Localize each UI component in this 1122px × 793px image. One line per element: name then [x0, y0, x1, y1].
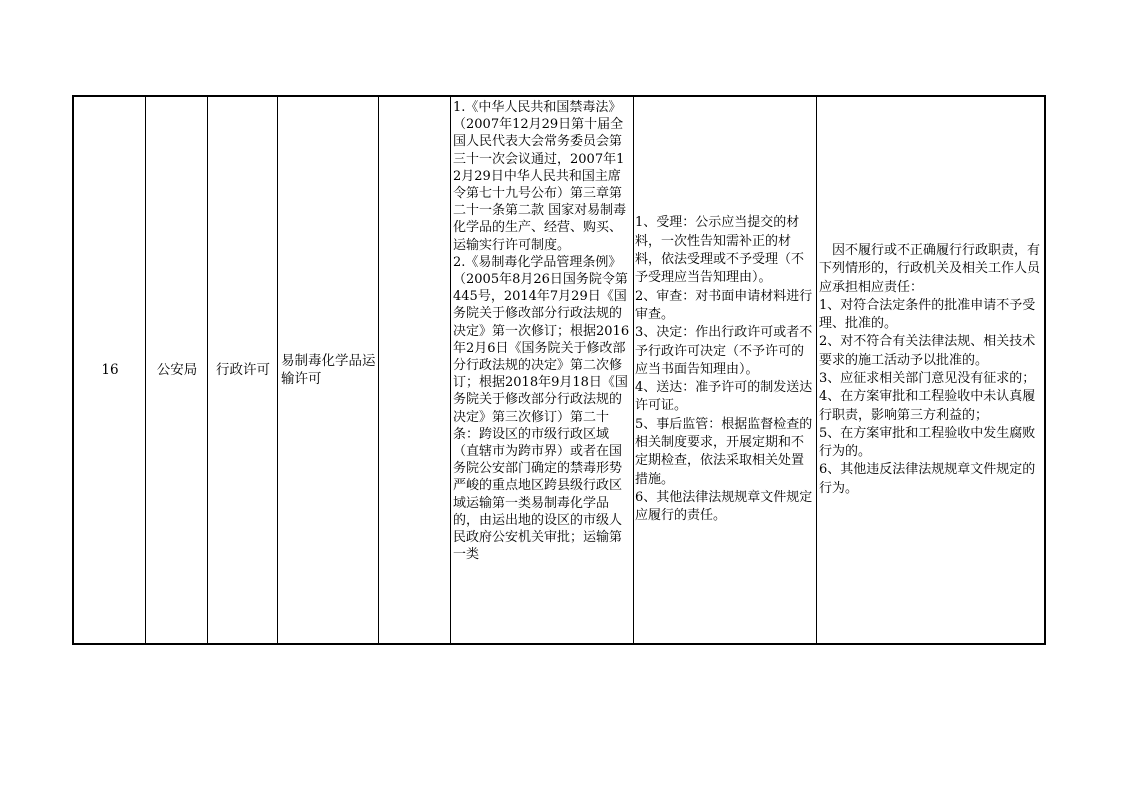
cell-item-name: [281, 97, 376, 643]
cell-sub-item: [382, 97, 448, 643]
responsibility-item: 4、在方案审批和工程验收中未认真履行职责，影响第三方利益的；: [819, 389, 1036, 423]
cell-legal-basis: [453, 99, 632, 645]
procedure-item: 3、决定：作出行政许可或者不予行政许可决定（不予许可的应当书面告知理由）。: [635, 325, 813, 377]
procedure-list: [635, 214, 815, 525]
responsibility-item: 1、对符合法定条件的批准申请不予受理、批准的。: [819, 297, 1036, 332]
cell-department: [146, 97, 208, 643]
procedure-item: 1、受理：公示应当提交的材料，一次性告知需补正的材料，依法受理或不予受理（不予受理应当告知理由）。: [635, 215, 805, 286]
cell-category: [208, 97, 278, 643]
procedure-item: 5、事后监管：根据监督检查的相关制度要求，开展定期和不定期检查，依法采取相关处置措施。: [635, 416, 813, 487]
cell-responsibility: [819, 97, 1041, 643]
cell-seq: [74, 97, 146, 643]
responsibility-item: 5、在方案审批和工程验收中发生腐败行为的。: [819, 425, 1036, 460]
seq-number: 16: [101, 362, 119, 378]
cell-procedures: [635, 97, 815, 643]
procedure-item: 2、审查：对书面申请材料进行审查。: [635, 288, 813, 322]
legal-basis-text: 1.《中华人民共和国禁毒法》（2007年12月29日第十届全国人民代表大会常务委员会第三十一次会议通过，2007年12月29日中华人民共和国主席令第七十九号公布）第三章第二十一条第二款 国家对易制毒化学品的生产、经营、购买、运输实行许可制度。 2.《易制毒化学品管理条例》（2005年8月26日国务院令第445号，2014年7月29日《国务院关于修改部分行政法规的决定》第一次修订；根据2016年2月6日《国务院关于修改部分行政法规的决定》第二次修订；根据2018年9月18日《国务院关于修改部分行政法规的决定》第三次修订）第二十条：跨设区的市级行政区域（直辖市为跨市界）或者在国务院公安部门确定的禁毒形势严峻的重点地区跨县级行政区域运输第一类易制毒化学品的，由运出地的设区的市级人民政府公安机关审批；运输第一类: [453, 100, 630, 563]
duty-table: [72, 95, 1046, 645]
responsibility-item: 2、对不符合有关法律法规、相关技术要求的施工活动予以批准的。: [819, 334, 1036, 368]
responsibility-list: [819, 242, 1041, 498]
category-label: 行政许可: [216, 362, 270, 378]
department-name: 公安局: [156, 362, 198, 378]
item-name: 易制毒化学品运输许可: [281, 353, 376, 387]
responsibility-intro: 因不履行或不正确履行行政职责，有下列情形的，行政机关及相关工作人员应承担相应责任：: [819, 242, 1041, 295]
procedure-item: 6、其他法律法规规章文件规定应履行的责任。: [635, 489, 813, 524]
responsibility-item: 6、其他违反法律法规规章文件规定的行为。: [819, 462, 1036, 496]
responsibility-item: 3、应征求相关部门意见没有征求的；: [819, 371, 1036, 386]
procedure-item: 4、送达：准予许可的制发送达许可证。: [635, 380, 813, 414]
